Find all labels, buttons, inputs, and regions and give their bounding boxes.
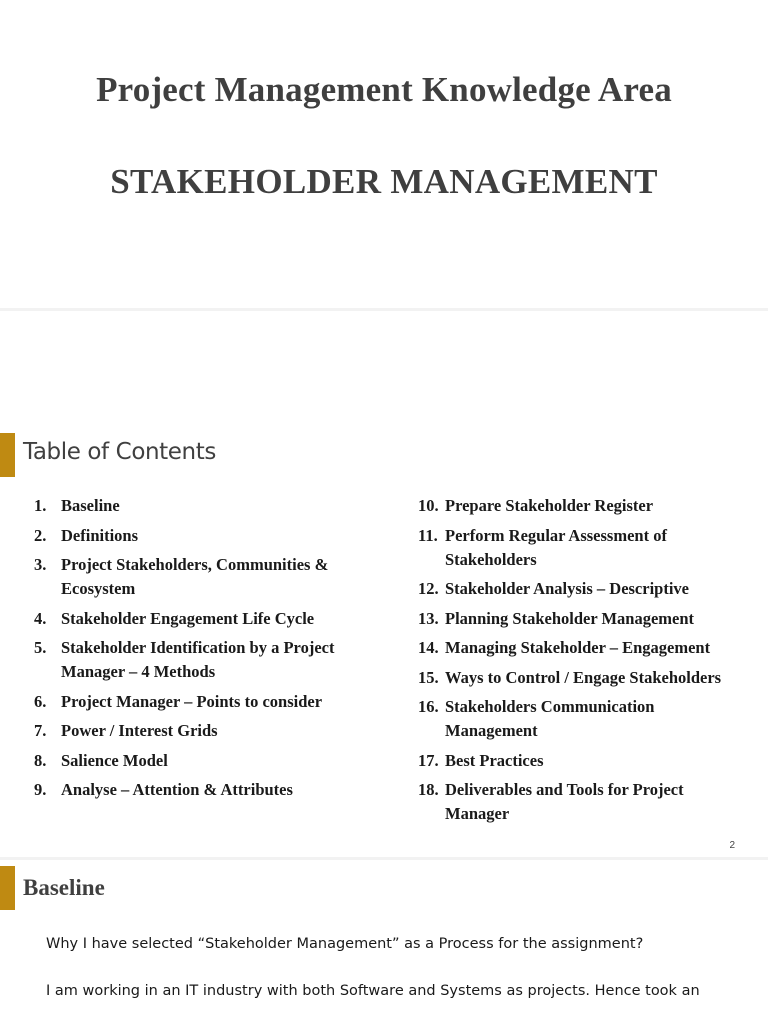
toc-slide [0, 311, 768, 857]
toc-item [418, 666, 748, 690]
toc-item-number: 11. [418, 525, 438, 545]
toc-list-left [34, 494, 364, 808]
toc-item-number: 15. [418, 667, 439, 687]
toc-item-text: Baseline [61, 496, 120, 515]
toc-item-number: 1. [34, 496, 47, 515]
toc-item-number: 7. [34, 721, 47, 740]
toc-item-text: Power / Interest Grids [61, 721, 218, 740]
toc-item-text: Prepare Stakeholder Register [445, 496, 654, 515]
toc-item [418, 524, 748, 572]
toc-item [34, 494, 364, 518]
slide-title: Project Management Knowledge Area [96, 70, 672, 109]
title-slide [0, 0, 768, 308]
toc-item-number: 6. [34, 691, 47, 711]
toc-item [418, 749, 748, 773]
toc-item [34, 749, 364, 773]
toc-item-text: Definitions [61, 525, 139, 545]
toc-item [34, 690, 364, 714]
toc-item-number: 2. [34, 525, 47, 545]
paragraph: Why I have selected “Stakeholder Management” as a Process for the assignment? [46, 936, 644, 952]
toc-list-right [418, 494, 748, 832]
toc-item-text: Managing Stakeholder – Engagement [445, 638, 711, 657]
toc-item-number: 16. [418, 697, 439, 716]
toc-item-number: 13. [418, 608, 439, 628]
toc-item-text: Salience Model [61, 750, 168, 770]
toc-item-text: Project Stakeholders, Communities & Ecosystem [61, 555, 329, 598]
toc-item-number: 10. [418, 496, 439, 515]
baseline-slide [0, 860, 768, 1024]
toc-item [34, 719, 364, 743]
toc-item-text: Deliverables and Tools for Project Manager [445, 780, 684, 823]
toc-item-number: 14. [418, 638, 439, 657]
toc-item [34, 553, 364, 601]
toc-item-text: Ways to Control / Engage Stakeholders [445, 667, 722, 687]
toc-item-number: 3. [34, 555, 47, 574]
toc-item-text: Perform Regular Assessment of Stakeholders [445, 525, 667, 569]
toc-item-number: 4. [34, 608, 47, 628]
toc-item-number: 18. [418, 780, 439, 799]
toc-item [34, 607, 364, 631]
toc-item [418, 577, 748, 601]
section-heading: Baseline [23, 875, 105, 900]
toc-item-text: Planning Stakeholder Management [445, 608, 695, 628]
toc-item [34, 636, 364, 684]
toc-item-text: Stakeholder Analysis – Descriptive [445, 579, 689, 598]
toc-item-text: Stakeholder Identification by a Project Manager – 4 Methods [61, 638, 335, 681]
toc-item [418, 607, 748, 631]
toc-item [34, 778, 364, 802]
toc-item-text: Stakeholders Communication Management [445, 697, 655, 740]
toc-item [418, 695, 748, 743]
paragraph: I am working in an IT industry with both Software and Systems as projects. Hence took an [46, 983, 700, 999]
toc-item-number: 8. [34, 750, 47, 770]
slide-subtitle: STAKEHOLDER MANAGEMENT [110, 162, 658, 201]
page-number: 2 [729, 840, 735, 851]
accent-bar [0, 866, 15, 910]
toc-item-text: Analyse – Attention & Attributes [61, 780, 293, 799]
toc-item [418, 494, 748, 518]
toc-item-number: 5. [34, 638, 47, 657]
toc-item-text: Best Practices [445, 750, 544, 770]
toc-item-text: Project Manager – Points to consider [61, 691, 323, 711]
toc-item-number: 9. [34, 780, 47, 799]
toc-item-number: 17. [418, 750, 439, 770]
toc-item-text: Stakeholder Engagement Life Cycle [61, 608, 315, 628]
toc-item-number: 12. [418, 579, 439, 598]
toc-item [418, 636, 748, 660]
accent-bar [0, 433, 15, 477]
toc-item [418, 778, 748, 826]
toc-item [34, 524, 364, 548]
toc-heading: Table of Contents [23, 439, 216, 465]
